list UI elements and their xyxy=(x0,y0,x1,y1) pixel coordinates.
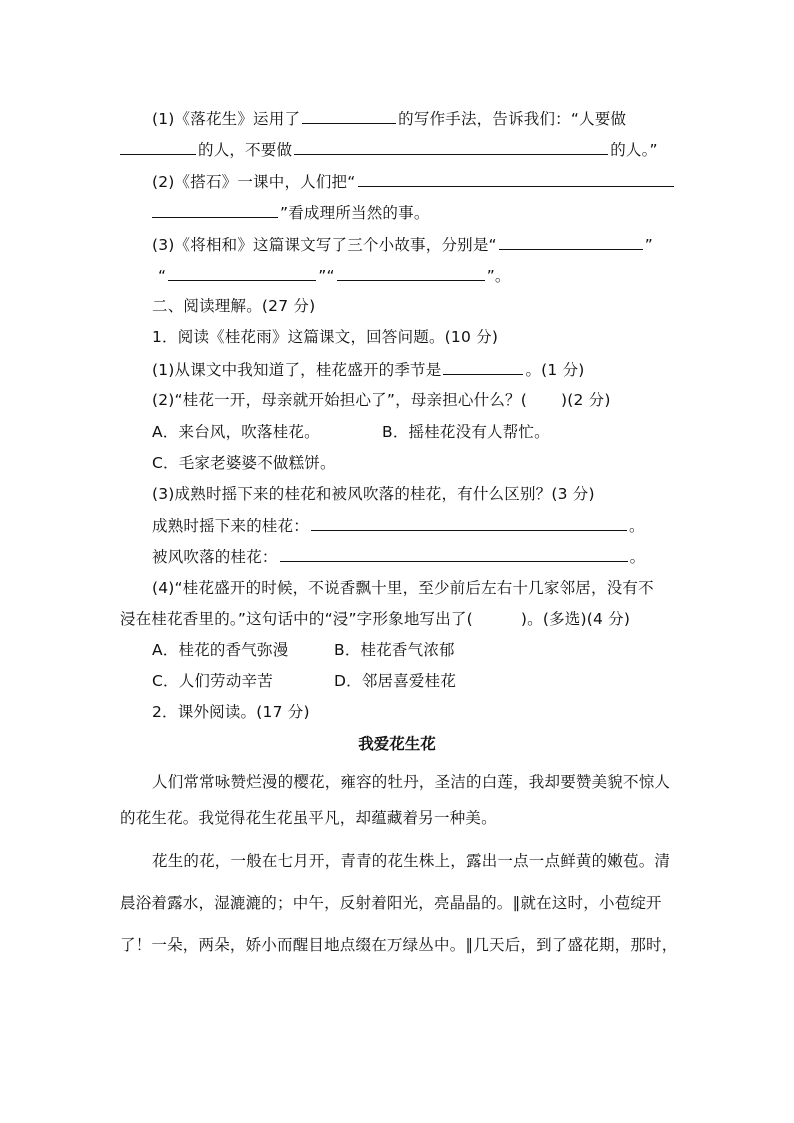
p1-q2-option-b[interactable]: B．摇桂花没有人帮忙。 xyxy=(382,423,550,441)
p1-q4-option-c[interactable]: C．人们劳动辛苦 xyxy=(152,672,273,690)
fill-q3-blank3[interactable] xyxy=(337,263,485,281)
fill-q2-blank2[interactable] xyxy=(152,200,278,218)
fill-q3-text-c: “ xyxy=(158,267,167,285)
fill-q1-text-a: (1)《落花生》运用了 xyxy=(152,110,301,128)
fill-q1-blank1[interactable] xyxy=(302,106,396,124)
fill-q3-line2 xyxy=(158,263,714,287)
fill-q3-blank2[interactable] xyxy=(168,263,316,281)
fill-q1-text-b: 的写作手法，告诉我们：“人要做 xyxy=(398,110,627,128)
passage2-title: 2．课外阅读。(17 分) xyxy=(152,703,310,721)
p1-q2-option-c[interactable]: C．毛家老婆婆不做糕饼。 xyxy=(152,454,336,472)
p1-q4-option-a[interactable]: A．桂花的香气弥漫 xyxy=(152,641,289,659)
p1-q1-blank[interactable] xyxy=(443,357,523,375)
article-para2-line3: 了！一朵，两朵，娇小而醒目地点缀在万绿丛中。∥几天后，到了盛花期，那时， xyxy=(120,936,678,954)
p1-q2-text-b: )(2 分) xyxy=(560,391,611,409)
p1-q3-label2: 被风吹落的桂花： xyxy=(152,548,278,566)
fill-q2-text-b: ”看成理所当然的事。 xyxy=(280,204,430,222)
fill-q2-text-a: (2)《搭石》一课中，人们把“ xyxy=(152,173,356,191)
fill-q1-line2 xyxy=(120,137,676,161)
fill-q1-text-c: 的人，不要做 xyxy=(198,141,293,159)
p1-q4-options-row1 xyxy=(152,638,708,662)
fill-q3-text-a: (3)《将相和》这篇课文写了三个小故事，分别是“ xyxy=(152,236,497,254)
p1-q2-options-row2 xyxy=(152,451,708,475)
p1-q1-text-a: (1)从课文中我知道了，桂花盛开的季节是 xyxy=(152,361,442,379)
article-para2-line1: 花生的花，一般在七月开，青青的花生株上，露出一点一点鲜黄的嫩苞。清 xyxy=(152,852,671,870)
fill-q3-text-d: ”“ xyxy=(318,267,335,285)
p1-q3-label1: 成熟时摇下来的桂花： xyxy=(152,517,310,535)
p1-q3-blank2[interactable] xyxy=(280,544,628,562)
fill-q2-line2 xyxy=(120,200,676,224)
fill-q3-blank1[interactable] xyxy=(499,232,643,250)
fill-q2-line1 xyxy=(152,169,708,193)
p1-q3-end1: 。 xyxy=(629,517,645,535)
p1-q1-text-b: 。(1 分) xyxy=(525,361,585,379)
p1-q2-text-a: (2)“桂花一开，母亲就开始担心了”，母亲担心什么？( xyxy=(152,391,527,409)
p1-q4-options-row2 xyxy=(152,669,708,693)
p1-q3-title: (3)成熟时摇下来的桂花和被风吹落的桂花，有什么区别？(3 分) xyxy=(152,485,595,503)
fill-q1-text-d: 的人。” xyxy=(610,141,658,159)
p1-q4-text-b: 浸在桂花香里的。”这句话中的“浸”字形象地写出了( xyxy=(120,610,473,628)
fill-q3-text-e: ”。 xyxy=(486,267,511,285)
p1-q3-line2 xyxy=(152,544,708,568)
fill-q3-text-b: ” xyxy=(644,236,654,254)
p1-q4-option-d[interactable]: D．邻居喜爱桂花 xyxy=(334,672,457,690)
p1-q3-line1 xyxy=(152,513,708,537)
p1-q3-end2: 。 xyxy=(629,548,646,566)
section2-heading: 二、阅读理解。(27 分) xyxy=(152,297,316,315)
fill-q1-line1 xyxy=(152,106,708,130)
p1-q4-option-b[interactable]: B．桂花香气浓郁 xyxy=(334,641,455,659)
article-para2-line2: 晨浴着露水，湿漉漉的；中午，反射着阳光，亮晶晶的。∥就在这时，小苞绽开 xyxy=(120,894,662,912)
article-para1-line2: 的花生花。我觉得花生花虽平凡，却蕴藏着另一种美。 xyxy=(120,809,497,827)
fill-q3-line1 xyxy=(152,232,708,256)
fill-q1-blank2[interactable] xyxy=(120,137,196,155)
p1-q2-line xyxy=(152,388,708,412)
p1-q2-option-a[interactable]: A．来台风，吹落桂花。 xyxy=(152,423,320,441)
p1-q1-line xyxy=(152,357,708,381)
p1-q4-text-c: )。(多选)(4 分) xyxy=(520,610,631,628)
article-para1-line1: 人们常常咏赞烂漫的樱花，雍容的牡丹，圣洁的白莲，我却要赞美貌不惊人 xyxy=(152,773,671,791)
passage1-title: 1．阅读《桂花雨》这篇课文，回答问题。(10 分) xyxy=(152,328,499,346)
p1-q2-options-row1 xyxy=(152,420,708,444)
article-title: 我爱花生花 xyxy=(358,735,436,753)
fill-q2-blank1[interactable] xyxy=(358,169,674,187)
p1-q4-line1: (4)“桂花盛开的时候，不说香飘十里，至少前后左右十几家邻居，没有不 xyxy=(152,579,654,597)
p1-q4-line2 xyxy=(120,607,676,631)
p1-q3-blank1[interactable] xyxy=(311,513,627,531)
fill-q1-blank3[interactable] xyxy=(294,137,608,155)
